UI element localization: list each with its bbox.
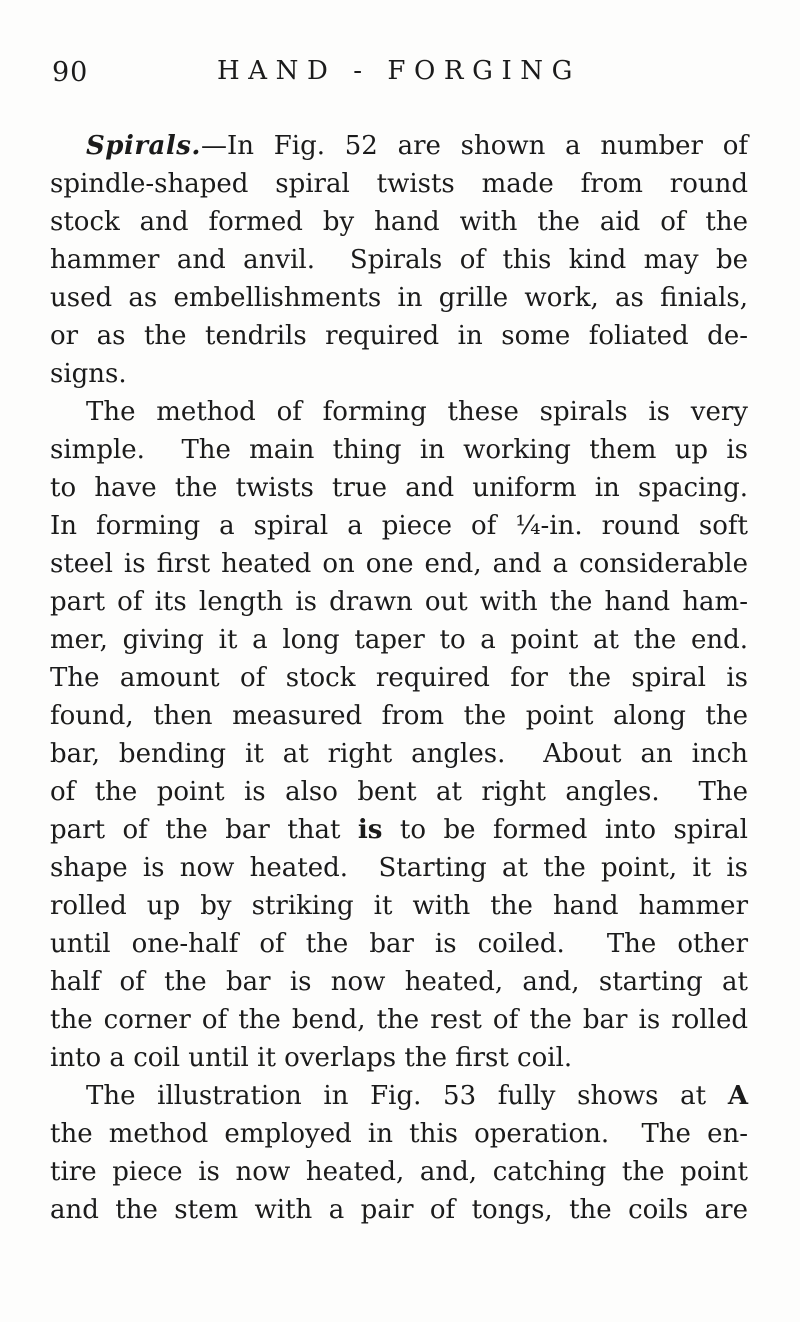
text-segment: into a coil until it overlaps the first coil. [50,1043,573,1073]
text-line [50,1153,748,1191]
text-segment: A [727,1081,748,1111]
text-line [50,811,748,849]
text-segment: steel is first heated on one end, and a considerable [50,549,748,579]
text-segment: the method employed in this operation. The en- [50,1119,748,1149]
text-line [50,507,748,545]
text-segment: part of the bar that [50,815,358,845]
text-line [50,735,748,773]
text-segment: rolled up by striking it with the hand hammer [50,891,748,921]
text-segment: half of the bar is now heated, and, starting at [50,967,748,997]
text-line [50,469,748,507]
text-line [50,963,748,1001]
text-segment: and the stem with a pair of tongs, the coils are [50,1195,748,1225]
text-segment: The method of forming these spirals is very [86,397,748,427]
page-text [50,127,748,1229]
text-segment: to have the twists true and uniform in spacing. [50,473,748,503]
text-line [50,127,748,165]
text-segment: Spirals. [86,131,201,161]
text-line [50,279,748,317]
text-segment: shape is now heated. Starting at the point, it is [50,853,748,883]
text-line [50,1001,748,1039]
text-line [50,659,748,697]
text-line [50,1039,748,1077]
text-segment: spindle-shaped spiral twists made from round [50,169,748,199]
text-segment: or as the tendrils required in some foliated de- [50,321,748,351]
running-header-title: HAND - FORGING [217,56,581,86]
text-segment: The illustration in Fig. 53 fully shows at [86,1081,728,1111]
text-line [50,849,748,887]
text-line [50,583,748,621]
text-segment: signs. [50,359,127,389]
text-segment: the corner of the bend, the rest of the bar is rolled [50,1005,748,1035]
text-segment: until one-half of the bar is coiled. The other [50,929,748,959]
text-segment: is [357,815,383,845]
text-segment: mer, giving it a long taper to a point at the end. [50,625,748,655]
text-segment: The amount of stock required for the spiral is [50,663,748,693]
text-line [50,393,748,431]
text-line [50,1077,748,1115]
text-segment: used as embellishments in grille work, as finials, [50,283,748,313]
text-segment: In forming a spiral a piece of ¼-in. round soft [50,511,748,541]
text-segment: found, then measured from the point along the [50,701,748,731]
text-line [50,621,748,659]
text-segment: hammer and anvil. Spirals of this kind may be [50,245,748,275]
text-segment: of the point is also bent at right angles. The [50,777,748,807]
text-segment: to be formed into spiral [382,815,748,845]
text-line [50,317,748,355]
text-segment: part of its length is drawn out with the hand ham- [50,587,748,617]
text-line [50,773,748,811]
text-line [50,241,748,279]
text-line [50,1191,748,1229]
text-line [50,1115,748,1153]
text-line [50,925,748,963]
text-line [50,355,748,393]
text-line [50,165,748,203]
text-segment: bar, bending it at right angles. About an inch [50,739,748,769]
page-header [50,56,748,92]
text-line [50,887,748,925]
text-line [50,431,748,469]
text-line [50,545,748,583]
text-segment: simple. The main thing in working them up is [50,435,748,465]
text-segment: —In Fig. 52 are shown a number of [200,131,748,161]
text-segment: stock and formed by hand with the aid of the [50,207,748,237]
text-line [50,697,748,735]
text-line [50,203,748,241]
text-segment: tire piece is now heated, and, catching the point [50,1157,748,1187]
page-number: 90 [52,57,89,88]
